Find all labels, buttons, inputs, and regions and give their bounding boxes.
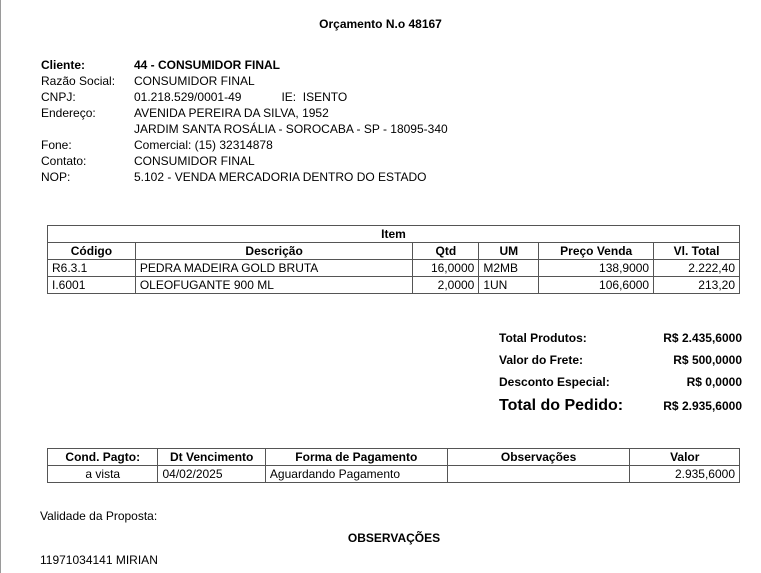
- header-cond-pagto: Cond. Pagto:: [48, 449, 158, 466]
- items-table: [47, 225, 740, 294]
- razao-label: Razão Social:: [41, 74, 116, 88]
- cell-valor: 2.935,6000: [630, 466, 740, 483]
- valor-frete-row: [499, 349, 742, 371]
- header-codigo: Código: [48, 243, 136, 260]
- nop-label: NOP:: [41, 170, 71, 184]
- items-section-header-row: [48, 226, 740, 243]
- header-preco: Preço Venda: [539, 243, 654, 260]
- fone-row: [41, 137, 448, 153]
- cell-um: M2MB: [479, 260, 539, 277]
- desconto-label: Desconto Especial:: [499, 375, 610, 389]
- observacoes-text: 11971034141 MIRIAN: [40, 553, 158, 567]
- endereco-line2: JARDIM SANTA ROSÁLIA - SOROCABA - SP - 18095-340: [134, 122, 448, 136]
- valor-frete-label: Valor do Frete:: [499, 353, 584, 367]
- observacoes-title: OBSERVAÇÕES: [347, 531, 441, 545]
- desconto-value: R$ 0,0000: [686, 375, 742, 389]
- payment-table: [47, 448, 740, 483]
- header-forma-pagamento: Forma de Pagamento: [265, 449, 447, 466]
- cell-um: 1UN: [479, 277, 539, 294]
- cell-forma-pagamento: Aguardando Pagamento: [265, 466, 447, 483]
- cell-qtd: 16,0000: [413, 260, 479, 277]
- payment-header-row: [48, 449, 740, 466]
- total-pedido-label: Total do Pedido:: [499, 397, 624, 414]
- total-produtos-value: R$ 2.435,6000: [663, 331, 742, 345]
- contato-row: [41, 153, 448, 169]
- cell-codigo: I.6001: [48, 277, 136, 294]
- client-info-block: [41, 57, 448, 185]
- total-pedido-row: [499, 393, 742, 419]
- cell-dt-vencimento: 04/02/2025: [158, 466, 265, 483]
- cell-codigo: R6.3.1: [48, 260, 136, 277]
- header-valor: Valor: [630, 449, 740, 466]
- valor-frete-value: R$ 500,0000: [673, 353, 742, 367]
- items-section-title: Item: [48, 226, 740, 243]
- total-produtos-label: Total Produtos:: [499, 331, 587, 345]
- razao-value: CONSUMIDOR FINAL: [134, 74, 255, 88]
- header-observacoes: Observações: [447, 449, 630, 466]
- total-produtos-row: [499, 327, 742, 349]
- cell-qtd: 2,0000: [413, 277, 479, 294]
- endereco-row-2: [41, 121, 448, 137]
- table-row: [48, 260, 740, 277]
- cliente-value: 44 - CONSUMIDOR FINAL: [134, 58, 281, 72]
- totals-block: [499, 327, 742, 419]
- contato-value: CONSUMIDOR FINAL: [134, 154, 255, 168]
- total-pedido-value: R$ 2.935,6000: [663, 399, 742, 413]
- header-qtd: Qtd: [413, 243, 479, 260]
- ie-label: IE:: [281, 90, 297, 104]
- fone-value: Comercial: (15) 32314878: [134, 138, 273, 152]
- cell-preco: 138,9000: [539, 260, 654, 277]
- cell-preco: 106,6000: [539, 277, 654, 294]
- contato-label: Contato:: [41, 154, 87, 168]
- cnpj-label: CNPJ:: [41, 90, 76, 104]
- fone-label: Fone:: [41, 138, 72, 152]
- header-um: UM: [479, 243, 539, 260]
- cell-descricao: PEDRA MADEIRA GOLD BRUTA: [135, 260, 413, 277]
- endereco-label: Endereço:: [41, 106, 96, 120]
- items-header-row: [48, 243, 740, 260]
- cell-descricao: OLEOFUGANTE 900 ML: [135, 277, 413, 294]
- cell-observacoes: [447, 466, 630, 483]
- nop-value: 5.102 - VENDA MERCADORIA DENTRO DO ESTADO: [134, 170, 427, 184]
- razao-row: [41, 73, 448, 89]
- header-descricao: Descrição: [135, 243, 413, 260]
- document-title: Orçamento N.o 48167: [319, 17, 442, 31]
- cliente-label: Cliente:: [41, 58, 86, 72]
- page-left-border: [0, 0, 1, 573]
- endereco-line1: AVENIDA PEREIRA DA SILVA, 1952: [134, 106, 329, 120]
- table-row: [48, 277, 740, 294]
- cell-total: 2.222,40: [654, 260, 740, 277]
- cnpj-value: 01.218.529/0001-49: [134, 90, 242, 104]
- ie-value: ISENTO: [302, 90, 348, 104]
- desconto-row: [499, 371, 742, 393]
- table-row: [48, 466, 740, 483]
- validade-label: Validade da Proposta:: [40, 509, 158, 523]
- cell-cond-pagto: a vista: [48, 466, 158, 483]
- nop-row: [41, 169, 448, 185]
- header-dt-vencimento: Dt Vencimento: [158, 449, 265, 466]
- cell-total: 213,20: [654, 277, 740, 294]
- endereco-row: [41, 105, 448, 121]
- client-row: [41, 57, 448, 73]
- cnpj-row: [41, 89, 448, 105]
- header-total: Vl. Total: [654, 243, 740, 260]
